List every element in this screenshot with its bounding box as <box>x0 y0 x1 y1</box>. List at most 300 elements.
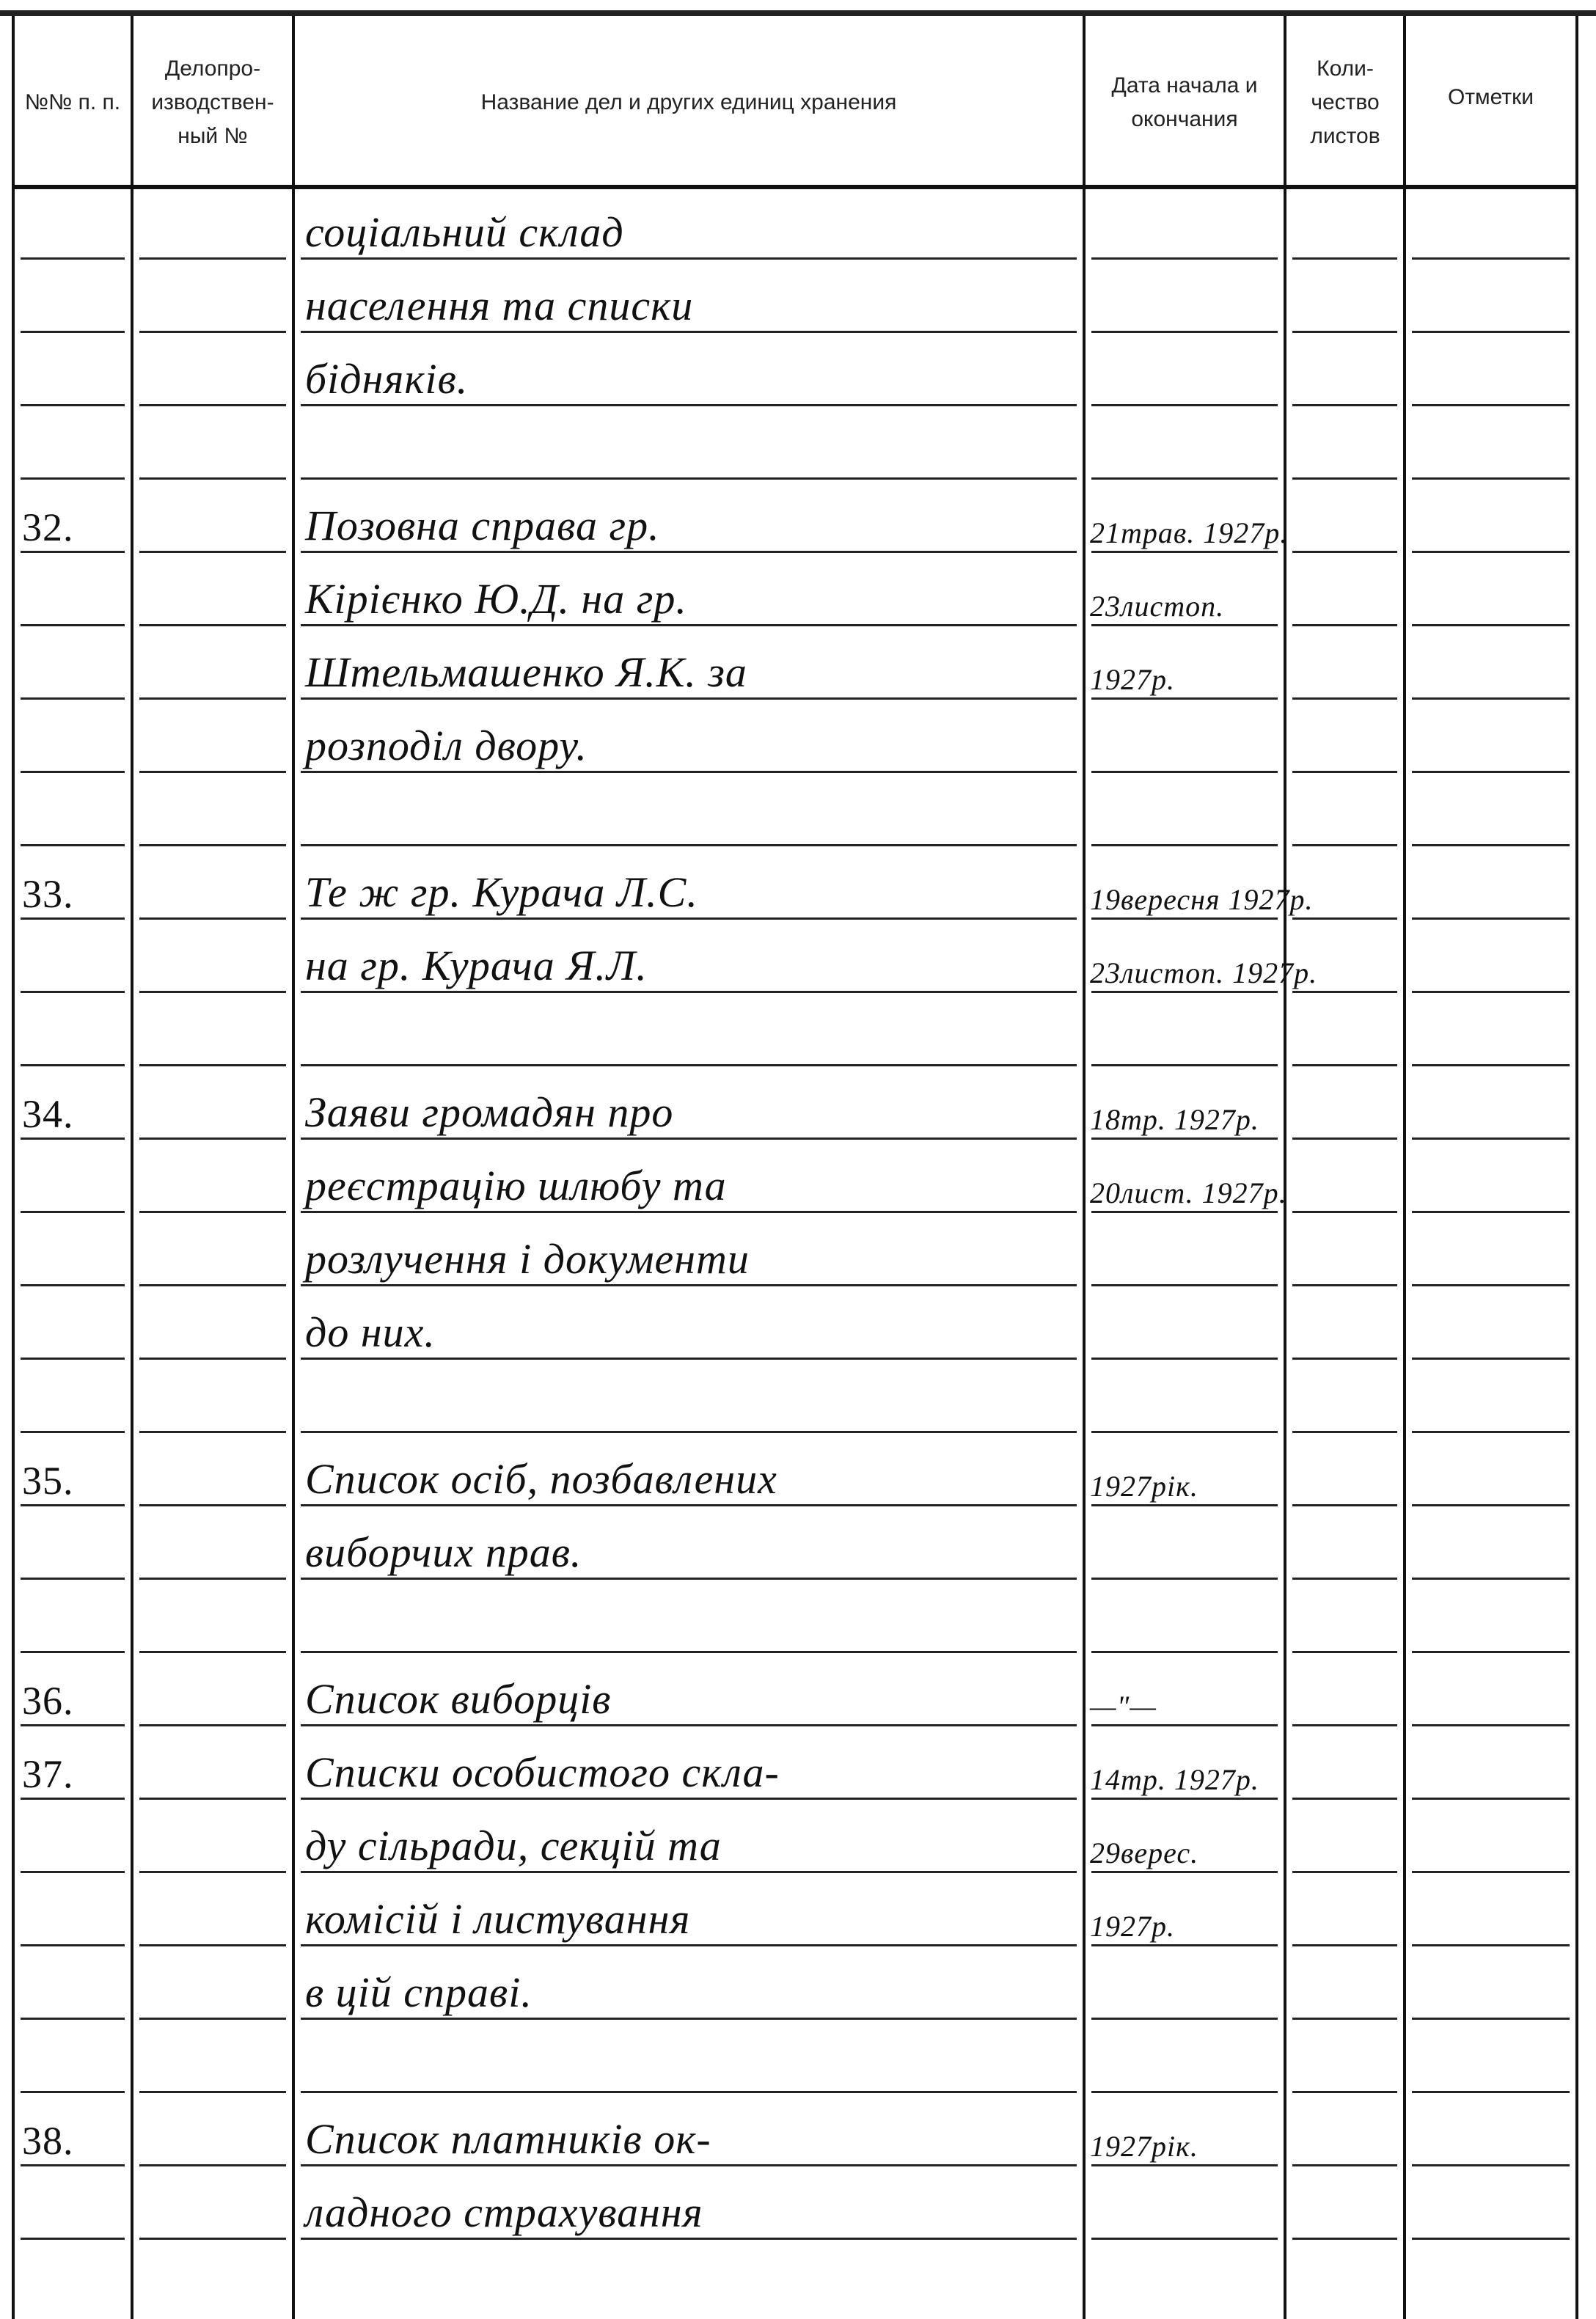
ruled-line <box>1292 551 1397 553</box>
cell-title <box>295 1806 1083 1879</box>
cell-notes <box>1406 926 1575 999</box>
item-dates: 20лист. 1927р. <box>1090 1176 1287 1209</box>
cell-dates <box>1086 265 1284 339</box>
ruled-line <box>1292 2238 1397 2240</box>
item-title: Список осіб, позбавлених <box>305 1455 777 1503</box>
table-row <box>0 1292 1596 1366</box>
table-row <box>0 559 1596 632</box>
cell-num <box>15 1146 131 1219</box>
ruled-line <box>21 551 125 553</box>
item-number: 32. <box>22 505 74 549</box>
ruled-line <box>301 1944 1077 1946</box>
cell-dates <box>1086 706 1284 779</box>
item-number: 35. <box>22 1459 74 1503</box>
item-title: ладного страхування <box>305 2188 703 2236</box>
ruled-line <box>1091 1211 1278 1213</box>
item-number: 33. <box>22 872 74 916</box>
cell-notes <box>1406 779 1575 852</box>
ruled-line <box>139 1724 286 1726</box>
cell-notes <box>1406 1659 1575 1732</box>
ruled-line <box>1292 2164 1397 2166</box>
table-row <box>0 1732 1596 1806</box>
table-row <box>0 1219 1596 1292</box>
cell-office-num <box>133 1806 292 1879</box>
ruled-line <box>301 1284 1077 1286</box>
ruled-line <box>1292 624 1397 626</box>
cell-notes <box>1406 1879 1575 1952</box>
ruled-line <box>1292 844 1397 846</box>
cell-title <box>295 999 1083 1072</box>
cell-office-num <box>133 1512 292 1586</box>
ruled-line <box>1292 1137 1397 1140</box>
ruled-line <box>1292 1724 1397 1726</box>
ruled-line <box>139 2164 286 2166</box>
cell-notes <box>1406 1586 1575 1659</box>
cell-notes <box>1406 706 1575 779</box>
ruled-line <box>1412 1358 1570 1360</box>
ruled-line <box>139 1358 286 1360</box>
item-title: в цій справі. <box>305 1968 532 2016</box>
table-row <box>0 926 1596 999</box>
ruled-line <box>21 991 125 993</box>
table-row <box>0 192 1596 265</box>
item-title: соціальний склад <box>305 208 624 256</box>
item-number: 37. <box>22 1752 74 1796</box>
item-title: населення та списки <box>305 282 694 329</box>
ruled-line <box>1412 2164 1570 2166</box>
ruled-line <box>1412 844 1570 846</box>
ruled-line <box>1292 331 1397 333</box>
ruled-line <box>301 2018 1077 2020</box>
table-row <box>0 2172 1596 2246</box>
ruled-line <box>1412 331 1570 333</box>
ruled-line <box>1091 917 1278 920</box>
cell-title <box>295 1366 1083 1439</box>
ruled-line <box>1091 1137 1278 1140</box>
cell-office-num <box>133 1732 292 1806</box>
cell-title <box>295 706 1083 779</box>
cell-office-num <box>133 1659 292 1732</box>
cell-office-num <box>133 926 292 999</box>
ruled-line <box>1412 404 1570 406</box>
item-dates: 1927рік. <box>1090 2130 1198 2163</box>
ruled-line <box>1412 1284 1570 1286</box>
cell-num <box>15 1732 131 1806</box>
cell-office-num <box>133 1072 292 1146</box>
cell-num <box>15 1659 131 1732</box>
ruled-line <box>1091 1578 1278 1580</box>
ruled-line <box>1292 1431 1397 1433</box>
ruled-line <box>1412 551 1570 553</box>
item-title: на гр. Курача Я.Л. <box>305 942 648 989</box>
table-row <box>0 1806 1596 1879</box>
cell-num <box>15 1879 131 1952</box>
ruled-line <box>21 1431 125 1433</box>
ruled-line <box>1091 1284 1278 1286</box>
ruled-line <box>1292 404 1397 406</box>
item-title: до них. <box>305 1308 436 1356</box>
cell-title <box>295 926 1083 999</box>
cell-dates <box>1086 1439 1284 1512</box>
ruled-line <box>139 2091 286 2093</box>
ruled-line <box>1292 1871 1397 1873</box>
table-row <box>0 339 1596 412</box>
ruled-line <box>1412 771 1570 773</box>
ruled-line <box>301 2238 1077 2240</box>
item-dates: 18тр. 1927р. <box>1090 1103 1259 1136</box>
cell-notes <box>1406 1366 1575 1439</box>
ruled-line <box>1292 771 1397 773</box>
cell-dates <box>1086 1659 1284 1732</box>
ruled-line <box>1412 697 1570 700</box>
ruled-line <box>1292 697 1397 700</box>
table-row <box>0 999 1596 1072</box>
item-dates: 1927рік. <box>1090 1470 1198 1503</box>
cell-title <box>295 1659 1083 1732</box>
cell-notes <box>1406 632 1575 706</box>
cell-dates <box>1086 999 1284 1072</box>
cell-sheets <box>1286 706 1403 779</box>
cell-dates <box>1086 1806 1284 1879</box>
table-top-border <box>0 10 1596 16</box>
ruled-line <box>21 844 125 846</box>
cell-notes <box>1406 1512 1575 1586</box>
cell-sheets <box>1286 1659 1403 1732</box>
cell-sheets <box>1286 2099 1403 2172</box>
ruled-line <box>1292 477 1397 480</box>
item-dates: 1927р. <box>1090 1910 1175 1943</box>
cell-sheets <box>1286 2172 1403 2246</box>
item-title: реєстрацію шлюбу та <box>305 1162 727 1209</box>
cell-dates <box>1086 2026 1284 2099</box>
ruled-line <box>1412 1871 1570 1873</box>
ruled-line <box>301 2164 1077 2166</box>
ruled-line <box>139 844 286 846</box>
table-row <box>0 486 1596 559</box>
ruled-line <box>1412 1137 1570 1140</box>
cell-notes <box>1406 1952 1575 2026</box>
cell-dates <box>1086 559 1284 632</box>
item-title: розподіл двору. <box>305 722 587 769</box>
cell-dates <box>1086 779 1284 852</box>
ruled-line <box>21 257 125 260</box>
cell-title <box>295 339 1083 412</box>
ruled-line <box>1412 1944 1570 1946</box>
cell-office-num <box>133 2099 292 2172</box>
ruled-line <box>21 331 125 333</box>
cell-office-num <box>133 1366 292 1439</box>
item-title: розлучення і документи <box>305 1235 750 1283</box>
ruled-line <box>139 257 286 260</box>
ruled-line <box>301 1431 1077 1433</box>
ruled-line <box>1292 1284 1397 1286</box>
cell-num <box>15 339 131 412</box>
ruled-line <box>1292 1578 1397 1580</box>
cell-sheets <box>1286 1366 1403 1439</box>
ruled-line <box>21 1358 125 1360</box>
cell-notes <box>1406 412 1575 486</box>
ruled-line <box>139 1578 286 1580</box>
cell-notes <box>1406 1439 1575 1512</box>
ruled-line <box>1091 1064 1278 1066</box>
cell-sheets <box>1286 339 1403 412</box>
cell-sheets <box>1286 1146 1403 1219</box>
item-title: ду сільради, секцій та <box>305 1822 722 1869</box>
ruled-line <box>1091 404 1278 406</box>
ruled-line <box>139 991 286 993</box>
cell-notes <box>1406 999 1575 1072</box>
cell-office-num <box>133 779 292 852</box>
ruled-line <box>139 477 286 480</box>
ruled-line <box>301 404 1077 406</box>
cell-num <box>15 559 131 632</box>
ruled-line <box>301 1064 1077 1066</box>
cell-sheets <box>1286 926 1403 999</box>
table-row <box>0 1439 1596 1512</box>
cell-notes <box>1406 1732 1575 1806</box>
cell-office-num <box>133 1219 292 1292</box>
ruled-line <box>1091 1798 1278 1800</box>
ruled-line <box>21 697 125 700</box>
ruled-line <box>21 1871 125 1873</box>
ruled-line <box>139 551 286 553</box>
cell-sheets <box>1286 1072 1403 1146</box>
ruled-line <box>1292 1504 1397 1506</box>
cell-num <box>15 1072 131 1146</box>
cell-dates <box>1086 1512 1284 1586</box>
ruled-line <box>139 771 286 773</box>
ruled-line <box>21 1944 125 1946</box>
cell-sheets <box>1286 852 1403 926</box>
cell-dates <box>1086 632 1284 706</box>
ruled-line <box>1091 624 1278 626</box>
ruled-line <box>1292 1211 1397 1213</box>
cell-num <box>15 1366 131 1439</box>
ruled-line <box>21 771 125 773</box>
cell-title <box>295 632 1083 706</box>
cell-num <box>15 2172 131 2246</box>
cell-office-num <box>133 1146 292 1219</box>
cell-notes <box>1406 2026 1575 2099</box>
ruled-line <box>21 1504 125 1506</box>
cell-notes <box>1406 2172 1575 2246</box>
item-dates: —"— <box>1090 1690 1157 1723</box>
ruled-line <box>1292 1944 1397 1946</box>
cell-sheets <box>1286 412 1403 486</box>
cell-office-num <box>133 852 292 926</box>
cell-notes <box>1406 852 1575 926</box>
cell-title <box>295 1292 1083 1366</box>
cell-dates <box>1086 1292 1284 1366</box>
cell-sheets <box>1286 1439 1403 1512</box>
ruled-line <box>1412 2238 1570 2240</box>
cell-dates <box>1086 1732 1284 1806</box>
cell-num <box>15 192 131 265</box>
cell-office-num <box>133 412 292 486</box>
ruled-line <box>139 2238 286 2240</box>
cell-title <box>295 2172 1083 2246</box>
item-title: Кірієнко Ю.Д. на гр. <box>305 575 687 623</box>
item-dates: 1927р. <box>1090 663 1175 696</box>
item-title: Список платників ок- <box>305 2115 711 2163</box>
ruled-line <box>21 1211 125 1213</box>
ruled-line <box>1091 697 1278 700</box>
cell-title <box>295 1512 1083 1586</box>
ruled-line <box>1091 1651 1278 1653</box>
cell-title <box>295 192 1083 265</box>
cell-num <box>15 1952 131 2026</box>
cell-notes <box>1406 1219 1575 1292</box>
cell-num <box>15 926 131 999</box>
ruled-line <box>139 1137 286 1140</box>
table-row <box>0 706 1596 779</box>
cell-sheets <box>1286 1879 1403 1952</box>
cell-office-num <box>133 1292 292 1366</box>
cell-num <box>15 1806 131 1879</box>
table-row <box>0 852 1596 926</box>
ruled-line <box>1412 257 1570 260</box>
ruled-line <box>21 1798 125 1800</box>
ruled-line <box>1292 1798 1397 1800</box>
ruled-line <box>1091 551 1278 553</box>
ruled-line <box>1412 2018 1570 2020</box>
ruled-line <box>139 331 286 333</box>
item-title: Заяви громадян про <box>305 1088 674 1136</box>
ruled-line <box>1292 1651 1397 1653</box>
ruled-line <box>139 404 286 406</box>
ruled-line <box>301 551 1077 553</box>
ruled-line <box>21 1724 125 1726</box>
cell-dates <box>1086 192 1284 265</box>
ruled-line <box>1412 917 1570 920</box>
ruled-line <box>1412 477 1570 480</box>
ruled-line <box>139 697 286 700</box>
table-row <box>0 632 1596 706</box>
cell-notes <box>1406 339 1575 412</box>
header-sheets: Коли- чество листов <box>1310 56 1380 148</box>
ruled-line <box>1412 1431 1570 1433</box>
cell-title <box>295 1439 1083 1512</box>
ruled-line <box>139 1651 286 1653</box>
cell-title <box>295 779 1083 852</box>
ruled-line <box>1091 1504 1278 1506</box>
item-title: Позовна справа гр. <box>305 502 660 549</box>
ruled-line <box>1412 624 1570 626</box>
ruled-line <box>1412 2091 1570 2093</box>
ruled-line <box>1412 1504 1570 1506</box>
cell-sheets <box>1286 192 1403 265</box>
cell-office-num <box>133 1586 292 1659</box>
cell-sheets <box>1286 632 1403 706</box>
cell-num <box>15 1292 131 1366</box>
table-row <box>0 1879 1596 1952</box>
ruled-line <box>1091 2238 1278 2240</box>
ruled-line <box>1091 477 1278 480</box>
cell-dates <box>1086 486 1289 559</box>
cell-notes <box>1406 1072 1575 1146</box>
cell-title <box>295 1879 1083 1952</box>
header-notes: Отметки <box>1447 85 1534 109</box>
cell-title <box>295 852 1083 926</box>
ruled-line <box>301 917 1077 920</box>
ruled-line <box>21 1137 125 1140</box>
ruled-line <box>21 1578 125 1580</box>
cell-sheets <box>1286 779 1403 852</box>
item-dates: 14тр. 1927р. <box>1090 1763 1259 1796</box>
ruled-line <box>1091 1431 1278 1433</box>
ruled-line <box>1292 2018 1397 2020</box>
header-dates: Дата начала и окончания <box>1111 73 1258 131</box>
ruled-line <box>1091 257 1278 260</box>
ruled-line <box>139 1284 286 1286</box>
cell-title <box>295 559 1083 632</box>
table-row <box>0 2099 1596 2172</box>
cell-num <box>15 1439 131 1512</box>
ruled-line <box>1412 1064 1570 1066</box>
cell-sheets <box>1286 2026 1403 2099</box>
item-number: 34. <box>22 1092 74 1136</box>
ruled-line <box>1292 991 1397 993</box>
cell-sheets <box>1286 1732 1403 1806</box>
table-row <box>0 1659 1596 1732</box>
cell-notes <box>1406 486 1575 559</box>
ruled-line <box>1412 991 1570 993</box>
cell-sheets <box>1286 1952 1403 2026</box>
ruled-line <box>1091 2164 1278 2166</box>
item-title: Те ж гр. Курача Л.С. <box>305 868 698 916</box>
item-number: 38. <box>22 2119 74 2163</box>
ruled-line <box>1292 257 1397 260</box>
ruled-line <box>301 1578 1077 1580</box>
ruled-line <box>139 2018 286 2020</box>
table-row <box>0 1952 1596 2026</box>
ruled-line <box>139 1064 286 1066</box>
table-row <box>0 2026 1596 2099</box>
ruled-line <box>139 1798 286 1800</box>
ruled-line <box>1091 1724 1278 1726</box>
ruled-line <box>301 844 1077 846</box>
cell-title <box>295 1952 1083 2026</box>
cell-sheets <box>1286 999 1403 1072</box>
cell-notes <box>1406 265 1575 339</box>
cell-notes <box>1406 2099 1575 2172</box>
ruled-line <box>139 1871 286 1873</box>
item-dates: 23листоп. 1927р. <box>1090 956 1318 989</box>
cell-dates <box>1086 1366 1284 1439</box>
item-title: Список виборців <box>305 1675 612 1723</box>
ruled-line <box>1091 2018 1278 2020</box>
ruled-line <box>21 917 125 920</box>
table-row <box>0 1072 1596 1146</box>
cell-sheets <box>1286 1806 1403 1879</box>
cell-sheets <box>1286 1586 1403 1659</box>
cell-title <box>295 412 1083 486</box>
table-row <box>0 265 1596 339</box>
ruled-line <box>21 404 125 406</box>
ruled-line <box>139 917 286 920</box>
item-title: Списки особистого скла- <box>305 1748 780 1796</box>
cell-dates <box>1086 412 1284 486</box>
cell-num <box>15 999 131 1072</box>
cell-office-num <box>133 265 292 339</box>
header-bottom-border <box>13 185 1577 189</box>
cell-office-num <box>133 2026 292 2099</box>
item-dates: 19вересня 1927р. <box>1090 883 1314 916</box>
item-dates: 21трав. 1927р. <box>1090 516 1289 549</box>
ruled-line <box>301 624 1077 626</box>
cell-title <box>295 265 1083 339</box>
cell-num <box>15 412 131 486</box>
